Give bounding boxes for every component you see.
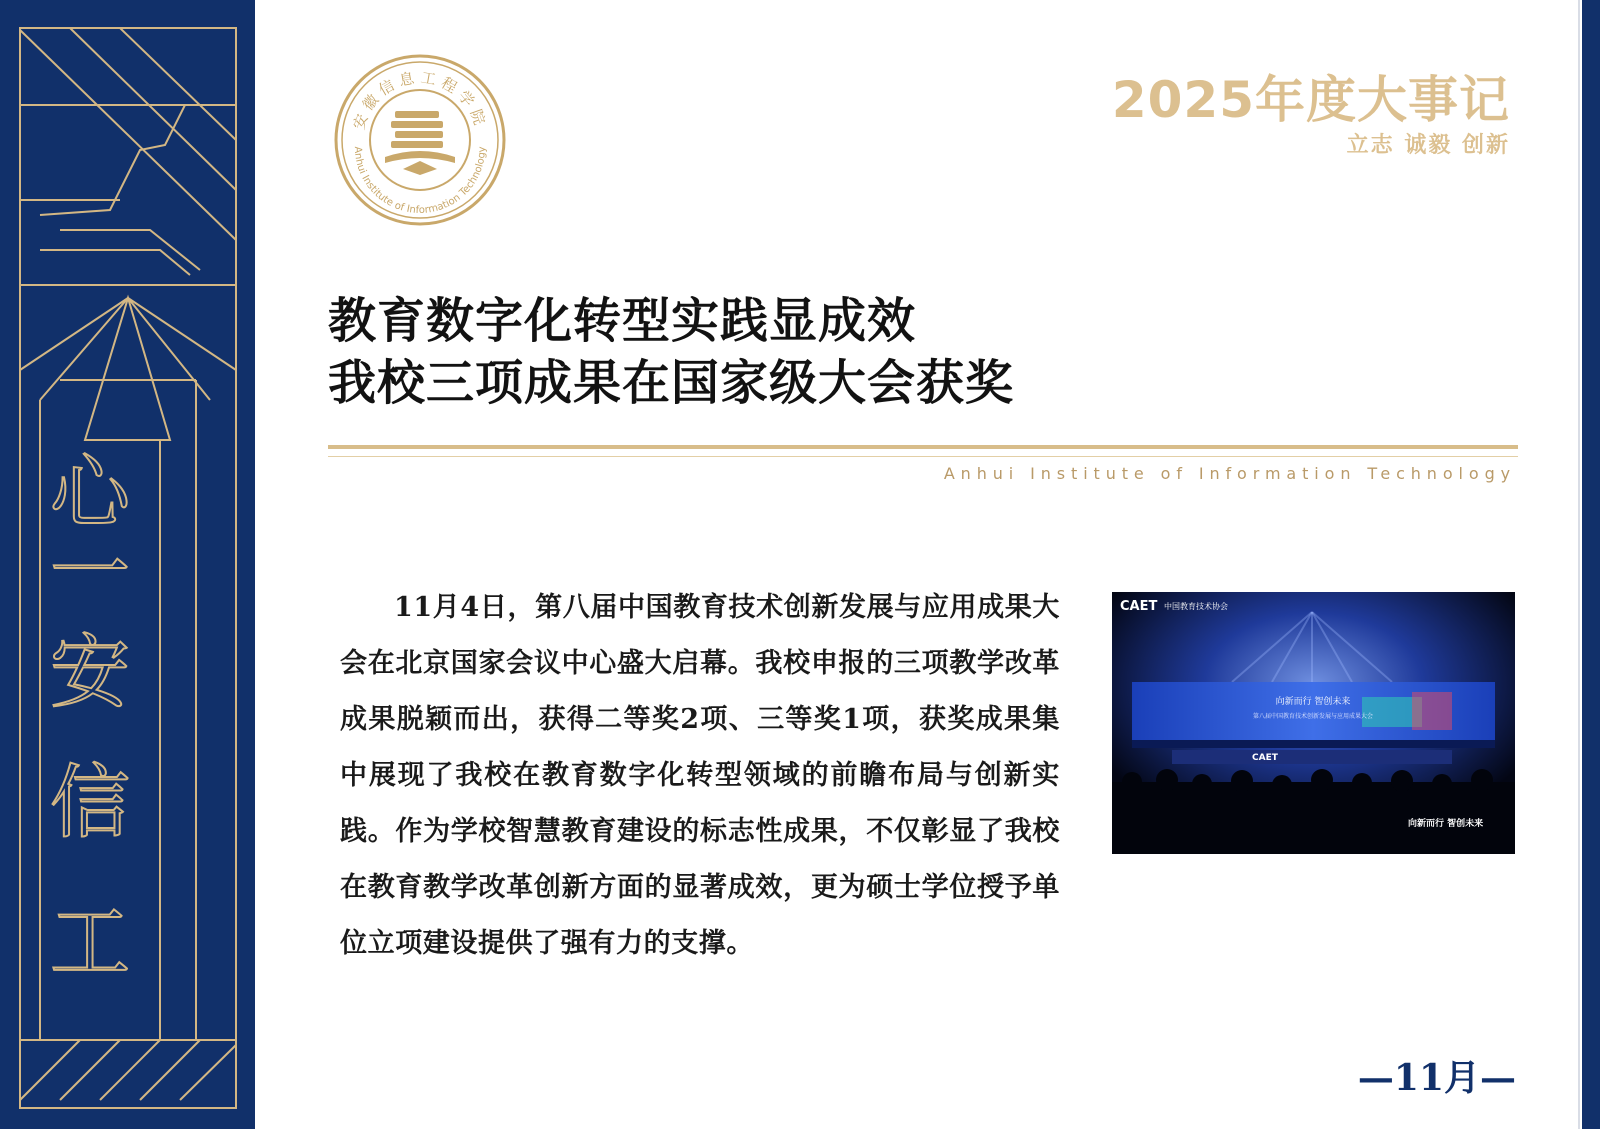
article-headline [328, 290, 1014, 414]
year-chronicle-title: 2025年度大事记 [1111, 71, 1510, 129]
photo-corner-slogan: 向新而行 智创未来 [1408, 819, 1484, 829]
divider-thick [328, 445, 1518, 449]
headline-line-1: 教育数字化转型实践显成效 [328, 293, 917, 349]
photo-association: 中国教育技术协会 [1164, 602, 1228, 611]
conference-photo [1112, 592, 1515, 854]
article-body: 11月4日，第八届中国教育技术创新发展与应用成果大会在北京国家会议中心盛大启幕。我校申报的三项教学改革成果脱颖而出，获得二等奖2项、三等奖1项，获奖成果集中展现了我校在教育数字化转型领域的前瞻布局与创新实践。作为学校智慧教育建设的标志性成果，不仅彰显了我校在教育教学改革创新方面的显著成效，更为硕士学位授予单位立项建设提供了强有力的支撑。 [340, 592, 1060, 959]
school-motto: 立志 诚毅 创新 [1346, 133, 1510, 158]
sidebar-char-1: 心 [50, 446, 130, 539]
sidebar-char-3: 安 [50, 626, 130, 719]
right-divider [1578, 0, 1580, 1129]
sidebar-char-4: 信 [50, 756, 130, 849]
school-seal-logo [333, 53, 507, 227]
photo-screen-conference: 第八届中国教育技术创新发展与应用成果大会 [1252, 713, 1374, 720]
seal-arc-cn: 安徽信息工程学院 [349, 68, 491, 132]
sidebar-char-5: 工 [50, 896, 130, 989]
institute-english-name: Anhui Institute of Information Technology [943, 464, 1516, 483]
right-strip [1582, 0, 1600, 1129]
sidebar-line-art [0, 0, 255, 1129]
seal-arc-en: Anhui Institute of Information Technology [351, 146, 489, 217]
headline-line-2: 我校三项成果在国家级大会获奖 [328, 355, 1015, 411]
photo-logo-text: CAET [1120, 599, 1158, 614]
decorative-sidebar [0, 0, 255, 1129]
divider-thin [328, 456, 1518, 457]
photo-screen-slogan: 向新而行 智创未来 [1275, 697, 1351, 707]
photo-stage-logo: CAET [1252, 753, 1278, 763]
sidebar-char-2: 一 [50, 526, 130, 619]
month-label: —11月— [1357, 1057, 1516, 1099]
